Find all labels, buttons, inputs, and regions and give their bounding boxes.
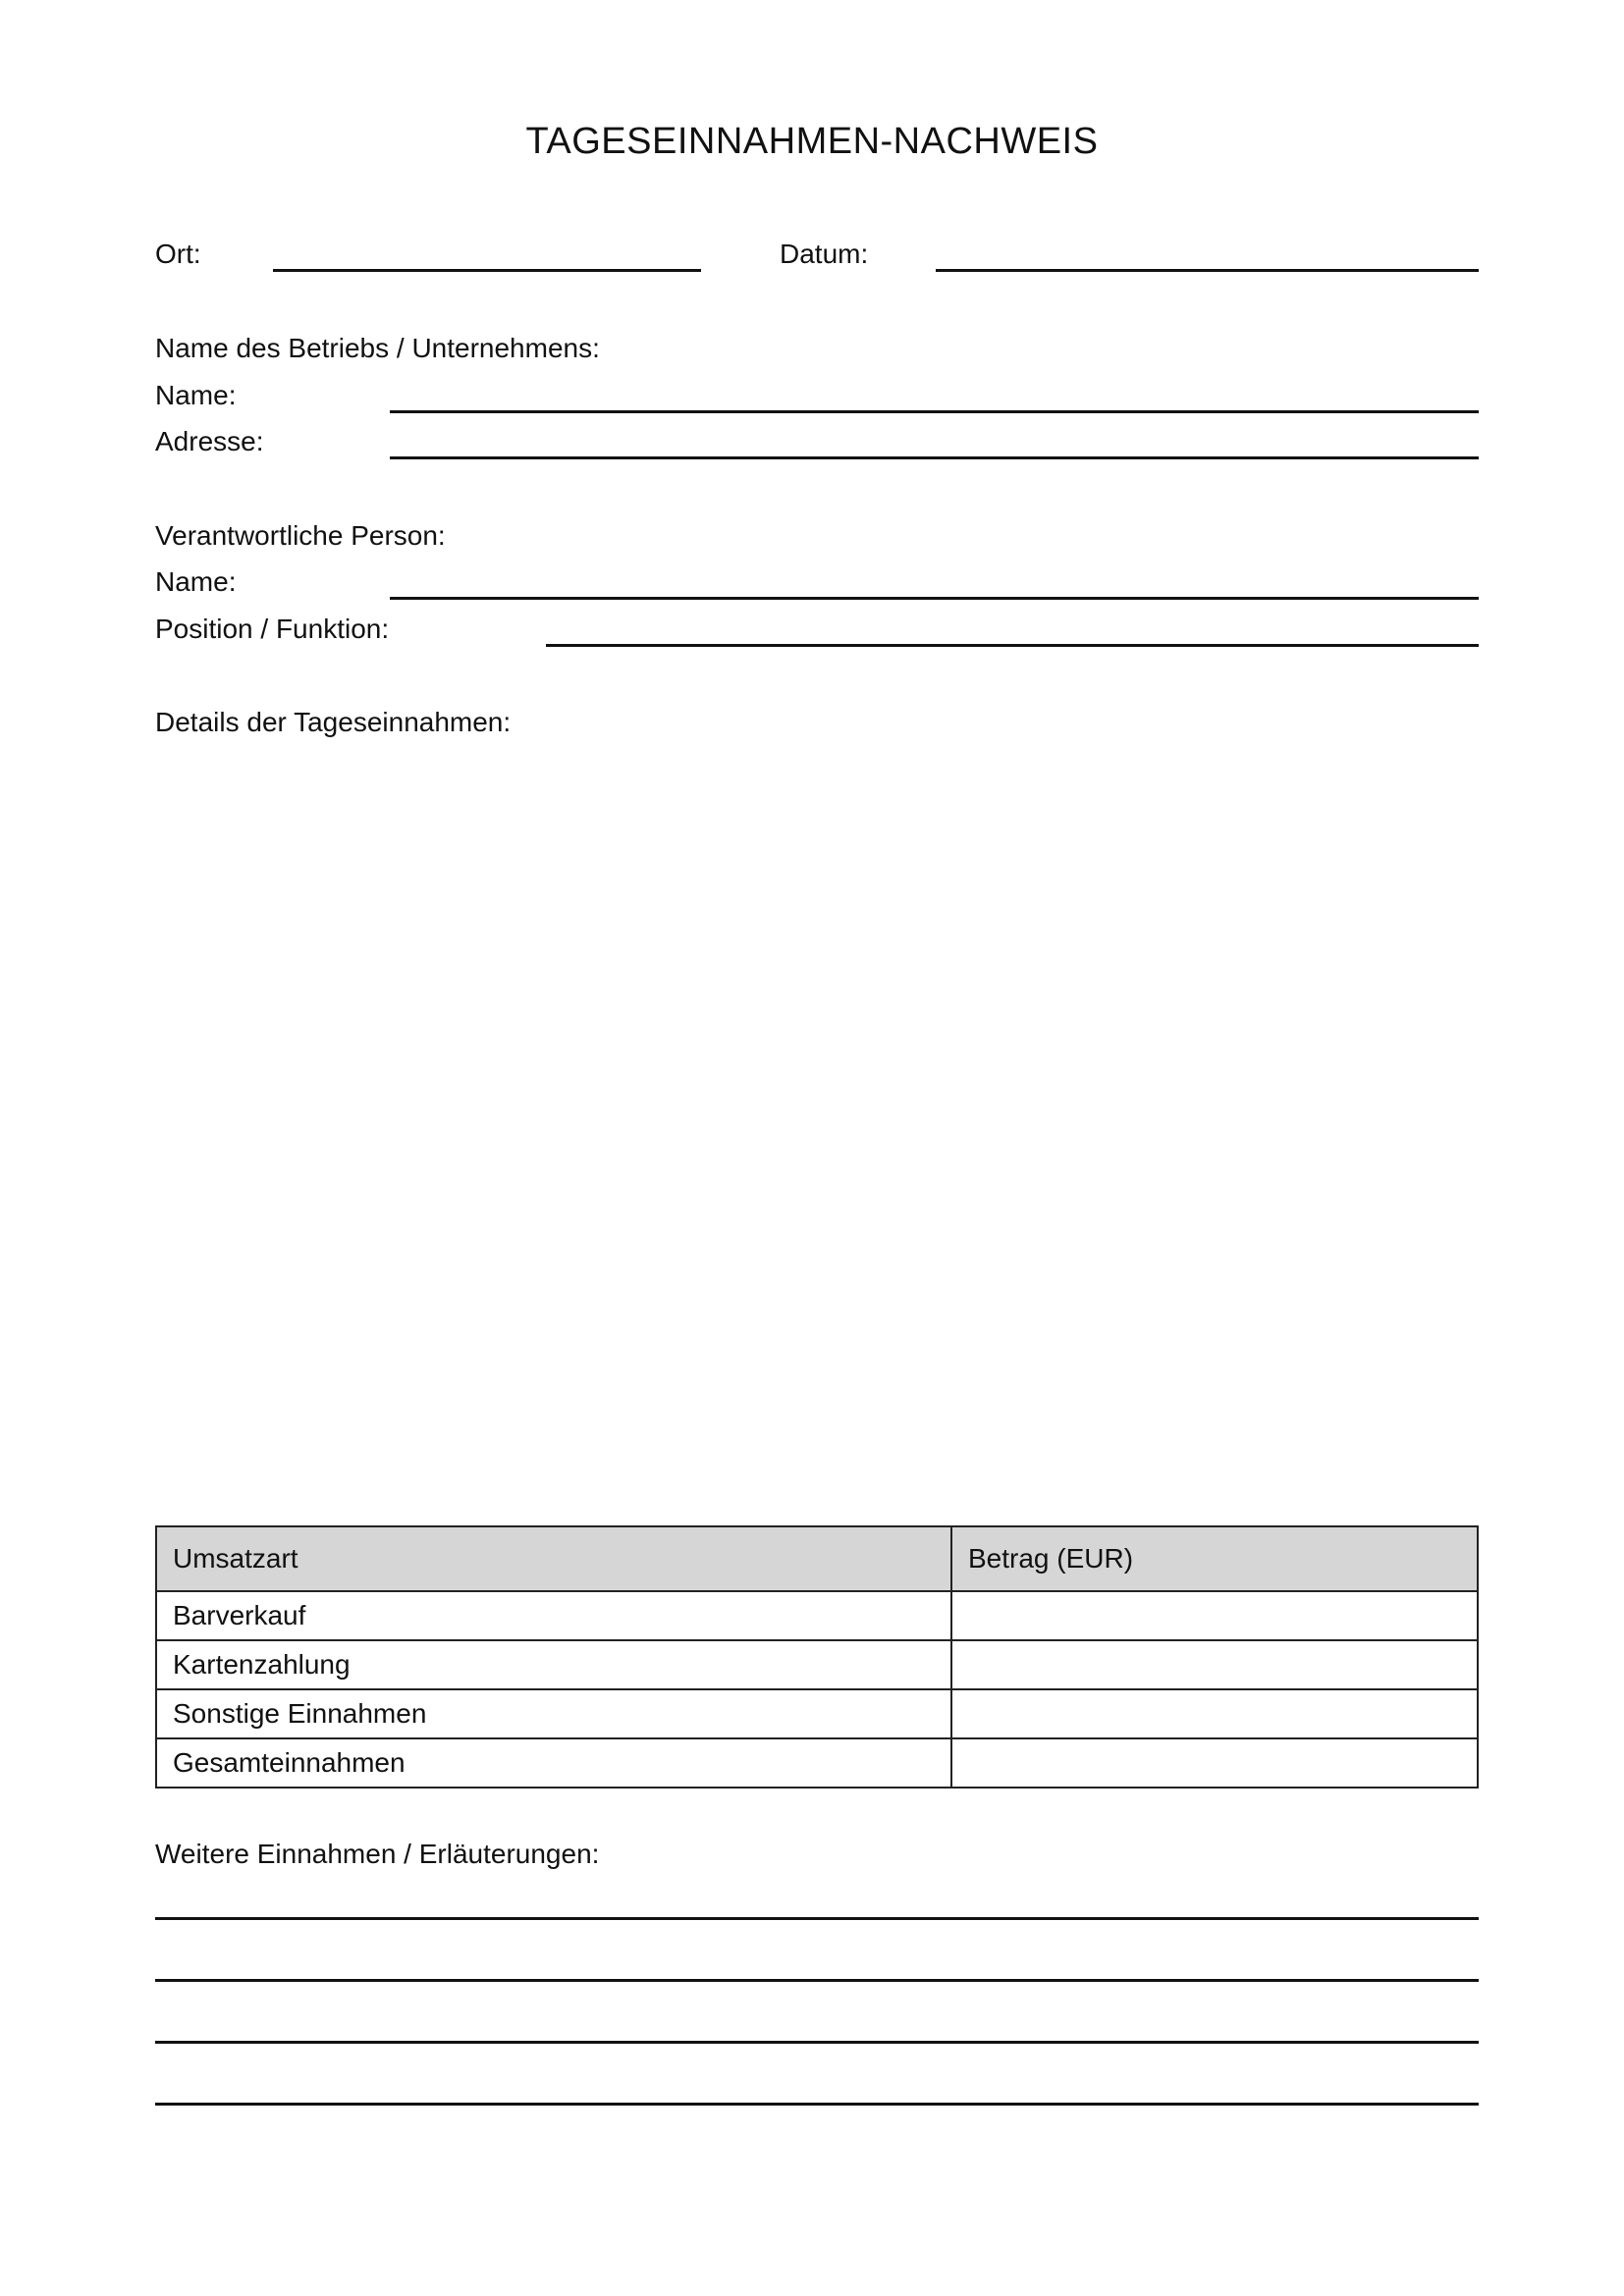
row-amount-cell[interactable] xyxy=(951,1591,1478,1640)
datum-field[interactable] xyxy=(936,269,1479,272)
table-row xyxy=(156,1591,1478,1640)
row-type-cell: Barverkauf xyxy=(156,1591,951,1640)
notes-section-label: Weitere Einnahmen / Erläuterungen: xyxy=(155,1839,600,1869)
table-row xyxy=(156,1689,1478,1738)
ort-field[interactable] xyxy=(273,269,701,272)
person-position-field[interactable] xyxy=(546,644,1479,647)
row-type-cell: Gesamteinnahmen xyxy=(156,1738,951,1788)
revenue-table xyxy=(155,1525,1479,1789)
notes-line-1[interactable] xyxy=(155,1917,1479,1920)
row-amount-cell[interactable] xyxy=(951,1689,1478,1738)
row-amount-cell[interactable] xyxy=(951,1738,1478,1788)
person-name-field[interactable] xyxy=(390,597,1479,600)
company-address-field[interactable] xyxy=(390,456,1479,459)
table-row xyxy=(156,1640,1478,1689)
notes-line-4[interactable] xyxy=(155,2103,1479,2106)
document-title: TAGESEINNAHMEN-NACHWEIS xyxy=(525,121,1099,162)
table-row xyxy=(156,1738,1478,1788)
datum-label: Datum: xyxy=(780,239,869,269)
notes-line-3[interactable] xyxy=(155,2041,1479,2044)
row-type-cell: Kartenzahlung xyxy=(156,1640,951,1689)
company-section-label: Name des Betriebs / Unternehmens: xyxy=(155,333,600,363)
person-section-label: Verantwortliche Person: xyxy=(155,520,446,551)
table-header-row xyxy=(156,1526,1478,1591)
ort-label: Ort: xyxy=(155,239,201,269)
column-header-betrag: Betrag (EUR) xyxy=(951,1526,1478,1591)
column-header-umsatzart: Umsatzart xyxy=(156,1526,951,1591)
row-type-cell: Sonstige Einnahmen xyxy=(156,1689,951,1738)
person-name-label: Name: xyxy=(155,566,237,597)
notes-line-2[interactable] xyxy=(155,1979,1479,1982)
company-name-label: Name: xyxy=(155,380,237,410)
row-amount-cell[interactable] xyxy=(951,1640,1478,1689)
details-section-label: Details der Tageseinnahmen: xyxy=(155,707,512,737)
company-name-field[interactable] xyxy=(390,410,1479,413)
company-address-label: Adresse: xyxy=(155,426,264,456)
person-position-label: Position / Funktion: xyxy=(155,614,390,644)
